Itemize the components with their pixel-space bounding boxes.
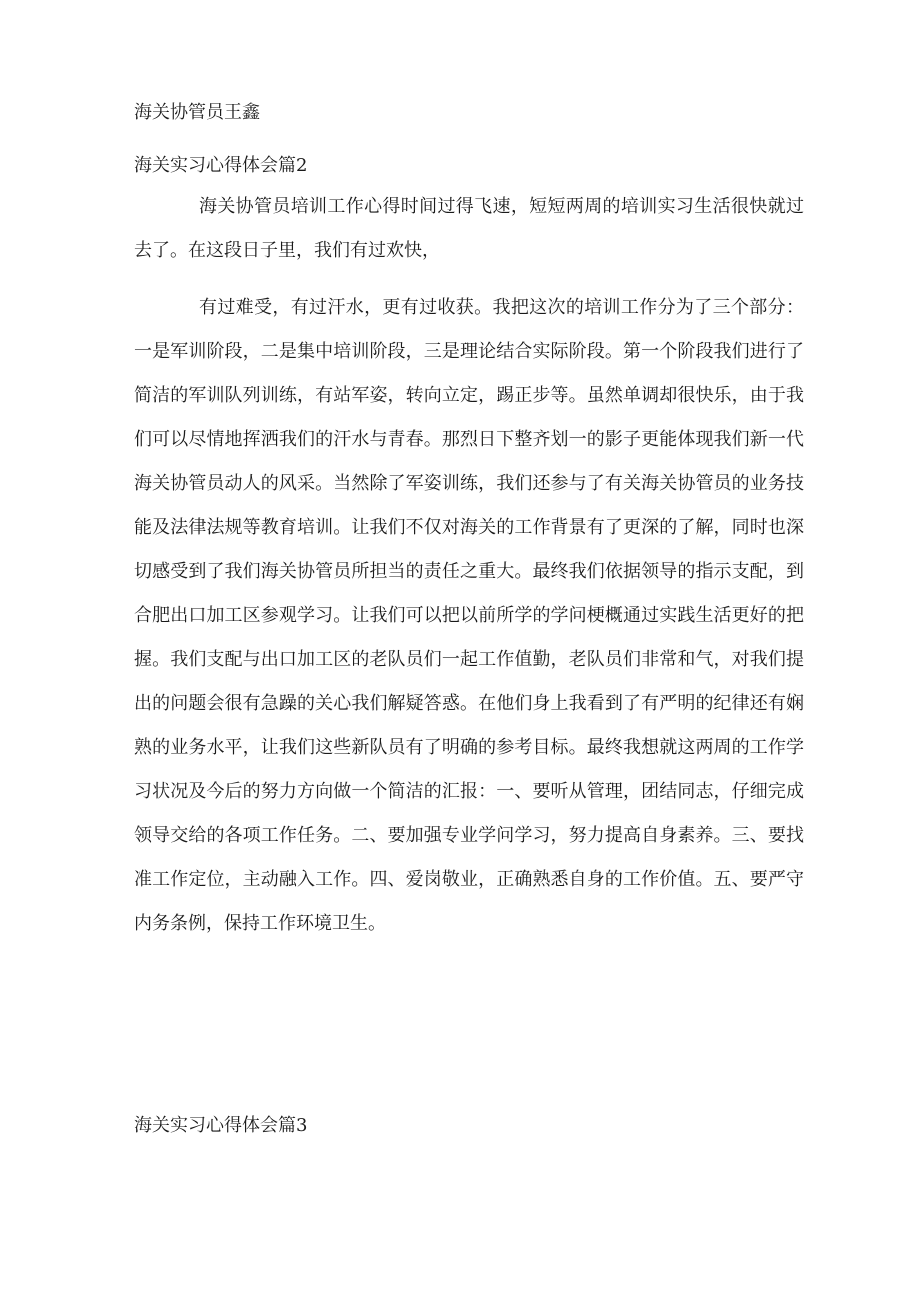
body-paragraph: 海关协管员培训工作心得时间过得飞速，短短两周的培训实习生活很快就过去了。在这段日子里，我们有过欢快，	[134, 196, 804, 261]
signature-line: 海关协管员王鑫	[134, 102, 260, 123]
section-title: 海关实习心得体会篇3	[134, 1115, 308, 1136]
section-title: 海关实习心得体会篇2	[134, 155, 308, 176]
body-paragraph: 有过难受，有过汗水，更有过收获。我把这次的培训工作分为了三个部分：一是军训阶段，二是集中培训阶段，三是理论结合实际阶段。第一个阶段我们进行了简洁的军训队列训练，有站军姿，转向立定，踢正步等。虽然单调却很快乐，由于我们可以尽情地挥洒我们的汗水与青春。那烈日下整齐划一的影子更能体现我们新一代海关协管员动人的风采。当然除了军姿训练，我们还参与了有关海关协管员的业务技能及法律法规等教育培训。让我们不仅对海关的工作背景有了更深的了解，同时也深切感受到了我们海关协管员所担当的责任之重大。最终我们依据领导的指示支配，到合肥出口加工区参观学习。让我们可以把以前所学的学问梗概通过实践生活更好的把握。我们支配与出口加工区的老队员们一起工作值勤，老队员们非常和气，对我们提出的问题会很有急躁的关心我们解疑答惑。在他们身上我看到了有严明的纪律还有娴熟的业务水平，让我们这些新队员有了明确的参考目标。最终我想就这两周的工作学习状况及今后的努力方向做一个简洁的汇报：一、要听从管理，团结同志，仔细完成领导交给的各项工作任务。二、要加强专业学问学习，努力提高自身素养。三、要找准工作定位，主动融入工作。四、爱岗敬业，正确熟悉自身的工作价值。五、要严守内务条例，保持工作环境卫生。	[134, 297, 804, 934]
